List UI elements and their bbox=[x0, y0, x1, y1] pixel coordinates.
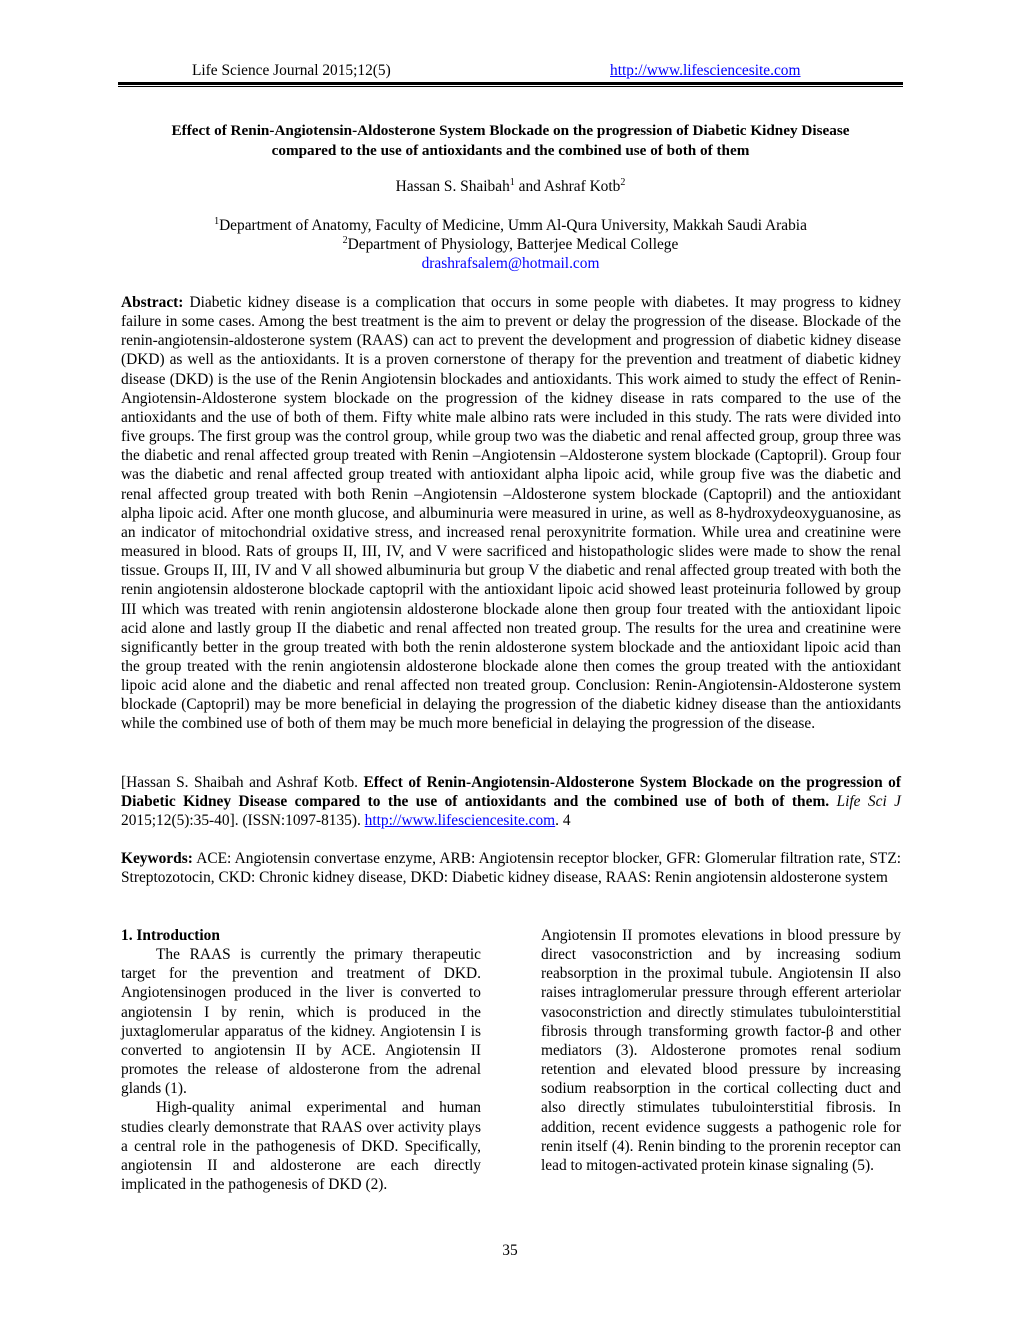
header-rule-thin bbox=[118, 86, 903, 87]
citation-details: 2015;12(5):35-40]. (ISSN:1097-8135). bbox=[121, 812, 365, 830]
paper-title bbox=[118, 121, 903, 160]
introduction-left-column bbox=[121, 926, 481, 1194]
page-number: 35 bbox=[502, 1242, 518, 1259]
journal-url-link[interactable]: http://www.lifesciencesite.com bbox=[610, 62, 801, 79]
citation-title: Effect of Renin-Angiotensin-Aldosterone System Blockade on the progression of Diabetic Kidney Disease compared to the use of antioxidants and the combined use of both of them. bbox=[121, 774, 901, 811]
affil-1-text: Department of Anatomy, Faculty of Medicine, Umm Al-Qura University, Makkah Saudi Arabia bbox=[219, 217, 807, 234]
affil-1-sup: 1 bbox=[214, 215, 220, 227]
keywords-label: Keywords: bbox=[121, 850, 193, 867]
journal-header: Life Science Journal 2015;12(5) bbox=[192, 62, 391, 79]
affil-2-text: Department of Physiology, Batterjee Medical College bbox=[347, 236, 679, 254]
abstract-text: Diabetic kidney disease is a complication that occurs in some people with diabetes. It may progress to kidney failure in some cases. Among the best treatment is the aim to prevent or delay the progression of the disease. Blockade of the renin-angiotensin-aldosterone system (RAAS) can act to prevent the development and progression of diabetic kidney disease (DKD) as well as the antioxidants. It is a proven cornerstone of therapy for the prevention and treatment of diabetic kidney disease (DKD) is the use of the Renin Angiotensin blockades and antioxidants. This work aimed to study the effect of Renin-Angiotensin-Aldosterone system blockade on the progression of the kidney disease in rats compared to the use of the antioxidants and the use of both of them. Fifty white male albino rats were included in this study. The rats were divided into five groups. The first group was the control group, while group two was the diabetic and renal affected group, group three was the diabetic and renal affected group treated with Renin –Angiotensin –Aldosterone system blockade (Captopril). Group four was the diabetic and renal affected group treated with antioxidant alpha lipoic acid, while group five was the diabetic and renal affected group treated with both Renin –Angiotensin –Aldosterone system blockade (Captopril) and the antioxidant alpha lipoic acid. After one month glucose, and albuminuria were measured in urine, as well as 8-hydroxydeoxyguanosine, as an indicator of mitochondrial oxidative stress, and increased renal peroxynitrite formation. While urea and creatinine were measured in blood. Rats of groups II, III, IV, and V were sacrificed and histopathologic slides were made to show the renal tissue. Groups II, III, IV and V all showed albuminuria but group V the diabetic and renal affected group treated with both the renin angiotensin aldosterone blockade captopril with the antioxidant lipoic acid showed least proteinuria followed by group III which was treated with renin angiotensin aldosterone blockade alone then group four treated with the antioxidant lipoic acid alone and lastly group II the diabetic and renal affected non treated group. The results for the urea and creatinine were significantly better in the group treated with both the renin aldosterone system blockade and the antioxidant lipoic acid than the group treated with the renin angiotensin aldosterone blockade alone then comes the group treated with the antioxidant lipoic acid alone and the diabetic and renal affected non treated group. Conclusion: Renin-Angiotensin-Aldosterone system blockade (Captopril) may be more beneficial in delaying the progression of the diabetic kidney disease than the antioxidants while the combined use of both of them may be much more beneficial in delaying the progression of the disease. bbox=[121, 294, 901, 733]
citation-url-link[interactable]: http://www.lifesciencesite.com bbox=[364, 812, 556, 830]
authors-and: and bbox=[514, 178, 544, 195]
author-1: Hassan S. Shaibah bbox=[395, 178, 510, 195]
title-line-2: compared to the use of antioxidants and the combined use of both of them bbox=[271, 141, 750, 159]
title-line-1: Effect of Renin-Angiotensin-Aldosterone System Blockade on the progression of Diabetic Kidney Disease bbox=[171, 122, 850, 139]
keywords bbox=[121, 849, 901, 887]
citation-authors: [Hassan S. Shaibah and Ashraf Kotb. bbox=[121, 774, 364, 791]
intro-paragraph-3: Angiotensin II promotes elevations in blood pressure by direct vasoconstriction and by increasing sodium reabsorption in the proximal tubule. Angiotensin II also raises intraglomerular pressure through efferent arteriolar vasoconstriction and directly stimulates tubulointerstitial fibrosis through transforming growth factor-β and other mediators (3). Aldosterone promotes renal sodium retention and elevated blood pressure by increasing sodium reabsorption in the cortical collecting duct and also directly stimulates tubulointerstitial fibrosis. In addition, recent evidence suggests a pathogenic role for renin itself (4). Renin binding to the prorenin receptor can lead to mitogen-activated protein kinase signaling (5). bbox=[541, 927, 901, 1174]
author-email-link[interactable]: drashrafsalem@hotmail.com bbox=[421, 255, 600, 273]
keywords-text: ACE: Angiotensin convertase enzyme, ARB: Angiotensin receptor blocker, GFR: Glomerular filtration rate, STZ: Streptozotocin, CKD: Chronic kidney disease, DKD: Diabetic kidney disease, RAAS: Renin angiotensin aldosterone system bbox=[121, 850, 901, 887]
introduction-heading: 1. Introduction bbox=[121, 927, 220, 944]
affiliations bbox=[118, 216, 903, 273]
citation-suffix: . 4 bbox=[555, 812, 571, 830]
introduction-right-column bbox=[541, 926, 901, 1175]
author-1-sup: 1 bbox=[509, 176, 515, 188]
abstract-label: Abstract: bbox=[121, 294, 184, 311]
citation-journal: Life Sci J bbox=[836, 793, 901, 811]
authors bbox=[118, 177, 903, 196]
author-2: Ashraf Kotb bbox=[543, 178, 621, 195]
intro-paragraph-2: High-quality animal experimental and human studies clearly demonstrate that RAAS over activity plays a central role in the pathogenesis of DKD. Specifically, angiotensin II and aldosterone are each directly implicated in the pathogenesis of DKD (2). bbox=[121, 1099, 481, 1194]
affiliation-2 bbox=[118, 235, 903, 254]
citation bbox=[121, 773, 901, 830]
intro-paragraph-1: The RAAS is currently the primary therapeutic target for the prevention and treatment of DKD. Angiotensinogen produced in the liver is converted to angiotensin I by renin, which is produced in the juxtaglomerular apparatus of the kidney. Angiotensin I is converted to angiotensin II by ACE. Angiotensin II promotes the release of aldosterone from the adrenal glands (1). bbox=[121, 946, 481, 1098]
author-2-sup: 2 bbox=[620, 176, 626, 188]
affil-2-sup: 2 bbox=[342, 235, 348, 247]
header-rule-thick bbox=[118, 82, 903, 85]
affiliation-1 bbox=[118, 216, 903, 235]
abstract bbox=[121, 293, 901, 734]
